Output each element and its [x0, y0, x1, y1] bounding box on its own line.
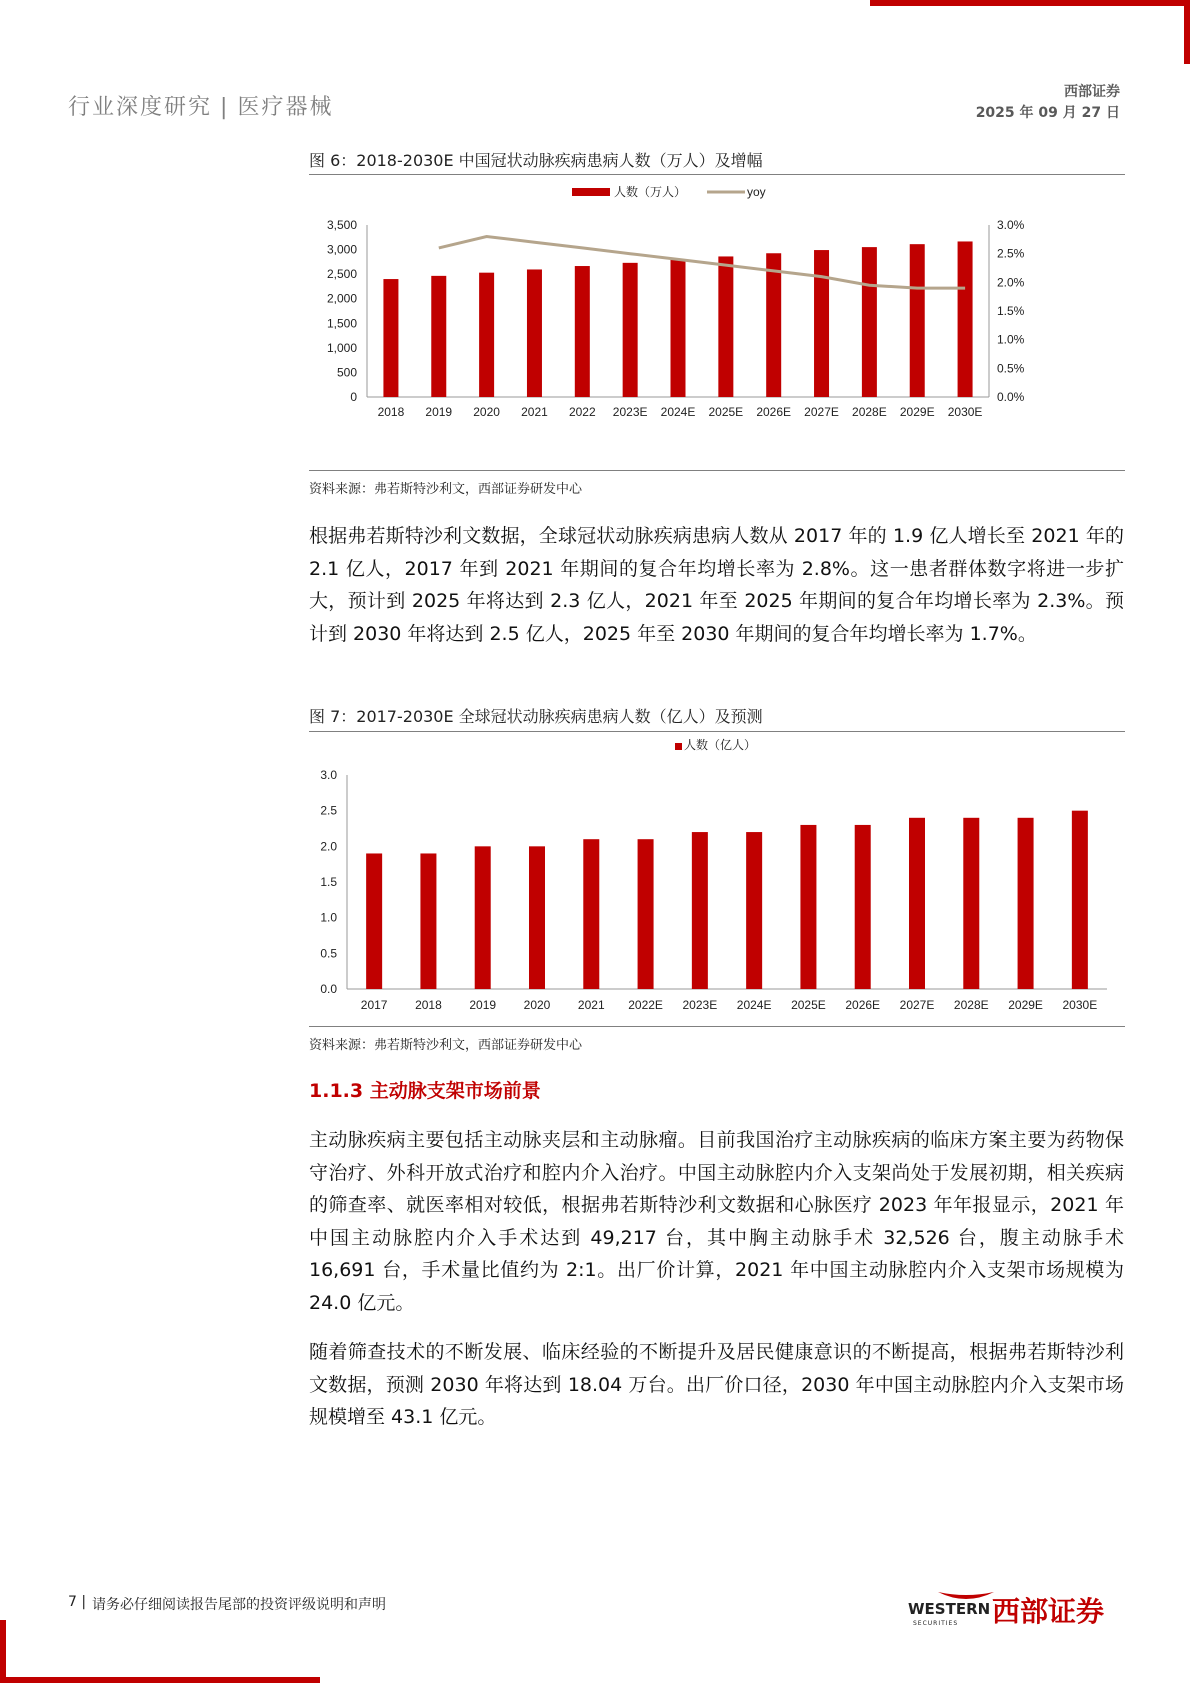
legend-label-bar: 人数（万人）	[614, 185, 687, 199]
bar	[862, 247, 877, 397]
x-tick-label: 2022E	[628, 998, 663, 1012]
body-paragraph-1	[309, 520, 1124, 650]
page-header-right	[976, 82, 1120, 124]
x-tick-label: 2021	[521, 405, 548, 419]
x-tick-label: 2026E	[756, 405, 792, 419]
footer-page-number: 7 |	[68, 1594, 87, 1610]
bar	[814, 250, 829, 397]
figure6-title: 图 6：2018-2030E 中国冠状动脉疾病患病人数（万人）及增幅	[309, 151, 763, 170]
figure6-bottom-rule	[309, 470, 1125, 471]
x-tick-label: 2030E	[1062, 998, 1098, 1012]
y2-tick-label: 2.0%	[997, 275, 1025, 290]
bar	[800, 825, 816, 989]
bar	[1072, 811, 1088, 989]
figure6-source: 资料来源：弗若斯特沙利文，西部证券研发中心	[309, 482, 583, 497]
footer-disclaimer: 请务必仔细阅读报告尾部的投资评级说明和声明	[92, 1597, 386, 1613]
x-tick-label: 2020	[523, 998, 551, 1012]
x-tick-label: 2027E	[899, 998, 935, 1012]
bar	[638, 839, 654, 989]
y-tick-label: 0	[350, 390, 357, 404]
x-tick-label: 2025E	[708, 405, 744, 419]
bar	[529, 846, 545, 989]
y-tick-label: 0.0	[320, 982, 337, 996]
y-tick-label: 3,000	[326, 242, 357, 257]
bar	[718, 256, 733, 397]
y2-tick-label: 0.5%	[997, 361, 1025, 376]
header-date: 2025 年 09 月 27 日	[975, 105, 1120, 121]
x-tick-label: 2028E	[852, 405, 887, 419]
legend-swatch-bar	[675, 743, 682, 750]
y2-tick-label: 0.0%	[997, 390, 1025, 404]
legend-label-line: yoy	[747, 185, 766, 199]
x-tick-label: 2029E	[899, 405, 935, 419]
figure6-chart	[309, 176, 1125, 466]
paragraph-text: 根据弗若斯特沙利文数据，全球冠状动脉疾病患病人数从 2017 年的 1.9 亿人增长至 2021 年的 2.1 亿人，2017 年到 2021 年期间的复合年均增长率为 2.8%。这一患者群体数字将进一步扩大，预计到 2025 年将达到 2.3 亿人，2021 年至 2025 年期间的复合年均增长率为 2.3%。预计到 2030 年将达到 2.5 亿人，2025 年至 2030 年期间的复合年均增长率为 1.7%。	[309, 525, 1124, 645]
y2-tick-label: 2.5%	[997, 246, 1025, 261]
y-tick-label: 2,500	[326, 267, 357, 282]
legend-label-bar: 人数（亿人）	[684, 738, 757, 752]
bar	[671, 260, 686, 397]
bar	[479, 273, 494, 397]
bar	[1018, 818, 1034, 989]
x-tick-label: 2025E	[791, 998, 826, 1012]
y-tick-label: 1.0	[320, 910, 337, 925]
y-tick-label: 2.0	[320, 839, 337, 854]
bar	[383, 279, 398, 397]
page-header-left	[68, 90, 333, 121]
y2-tick-label: 1.5%	[997, 304, 1025, 318]
corner-decoration-bottom	[0, 1677, 320, 1683]
x-tick-label: 2028E	[953, 998, 989, 1012]
figure7-top-rule	[309, 731, 1125, 732]
bar	[431, 276, 446, 397]
bar	[583, 839, 599, 989]
y-tick-label: 0.5	[320, 946, 337, 961]
bar	[527, 269, 542, 397]
logo-chinese: 西部证券	[992, 1595, 1105, 1628]
page-number: 7	[68, 1594, 77, 1610]
bar	[766, 253, 781, 397]
figure7-bottom-rule	[309, 1026, 1125, 1027]
section-title: 1.1.3 主动脉支架市场前景	[309, 1080, 541, 1102]
logo-english: WESTERN	[908, 1600, 991, 1618]
bar	[692, 832, 708, 989]
section-paragraph-1-text: 主动脉疾病主要包括主动脉夹层和主动脉瘤。目前我国治疗主动脉疾病的临床方案主要为药物保守治疗、外科开放式治疗和腔内介入治疗。中国主动脉腔内介入支架尚处于发展初期，相关疾病的筛查率、就医率相对较低，根据弗若斯特沙利文数据和心脉医疗 2023 年年报显示，2021 年中国主动脉腔内介入手术达到 49,217 台，其中胸主动脉手术 32,526 台，腹主动脉手术 16,691 台，手术量比值约为 2:1。出厂价计算，2021 年中国主动脉腔内介入支架市场规模为 24.0 亿元。	[309, 1129, 1124, 1314]
legend-swatch-bar	[572, 188, 610, 196]
header-sector: 医疗器械	[237, 95, 334, 120]
bar	[909, 818, 925, 989]
x-tick-label: 2024E	[736, 998, 772, 1012]
x-tick-label: 2030E	[947, 405, 983, 419]
y-tick-label: 3.0	[320, 768, 337, 782]
section-paragraph-2-text: 随着筛查技术的不断发展、临床经验的不断提升及居民健康意识的不断提高，根据弗若斯特沙利文数据，预测 2030 年将达到 18.04 万台。出厂价口径，2030 年中国主动脉腔内介入支架市场规模增至 43.1 亿元。	[309, 1341, 1124, 1428]
x-tick-label: 2021	[577, 998, 605, 1012]
bar	[855, 825, 871, 989]
x-tick-label: 2018	[415, 998, 442, 1012]
x-tick-label: 2023E	[612, 405, 648, 419]
x-tick-label: 2019	[425, 405, 453, 419]
x-tick-label: 2027E	[804, 405, 839, 419]
section-paragraph-2	[309, 1336, 1124, 1434]
y-tick-label: 2,000	[326, 291, 357, 306]
x-tick-label: 2022	[568, 405, 596, 419]
figure7-source: 资料来源：弗若斯特沙利文，西部证券研发中心	[309, 1038, 583, 1053]
figure7-chart	[309, 733, 1125, 1023]
corner-decoration-bottom-side	[0, 1620, 6, 1683]
header-category: 行业深度研究	[68, 95, 213, 120]
bar	[366, 853, 382, 989]
y-tick-label: 500	[336, 365, 357, 380]
x-tick-label: 2029E	[1008, 998, 1043, 1012]
bar	[475, 846, 491, 989]
x-tick-label: 2019	[469, 998, 497, 1012]
y-tick-label: 2.5	[320, 803, 337, 818]
bar	[623, 263, 638, 397]
y-tick-label: 1,000	[326, 340, 357, 355]
header-firm: 西部证券	[1064, 84, 1120, 100]
section-paragraph-1	[309, 1124, 1124, 1319]
y-tick-label: 1,500	[326, 316, 357, 331]
header-separator: |	[220, 95, 230, 120]
x-tick-label: 2018	[377, 405, 405, 419]
x-tick-label: 2023E	[682, 998, 718, 1012]
x-tick-label: 2026E	[845, 998, 881, 1012]
figure7-title: 图 7：2017-2030E 全球冠状动脉疾病患病人数（亿人）及预测	[309, 707, 763, 726]
x-tick-label: 2020	[473, 405, 500, 419]
bar	[910, 244, 925, 397]
bar	[963, 818, 979, 989]
corner-decoration-top-side	[1184, 0, 1190, 64]
x-tick-label: 2024E	[660, 405, 696, 419]
logo-subtitle: SECURITIES	[913, 1620, 959, 1627]
y2-tick-label: 1.0%	[997, 332, 1025, 347]
bar	[420, 853, 436, 989]
bar	[958, 241, 973, 397]
bar	[575, 266, 590, 397]
y-tick-label: 1.5	[320, 875, 337, 889]
figure6-top-rule	[309, 174, 1125, 175]
y2-tick-label: 3.0%	[997, 218, 1025, 232]
corner-decoration-top	[870, 0, 1190, 6]
x-tick-label: 2017	[360, 998, 388, 1012]
y-tick-label: 3,500	[326, 218, 357, 232]
bar	[746, 832, 762, 989]
yoy-line	[439, 237, 965, 289]
